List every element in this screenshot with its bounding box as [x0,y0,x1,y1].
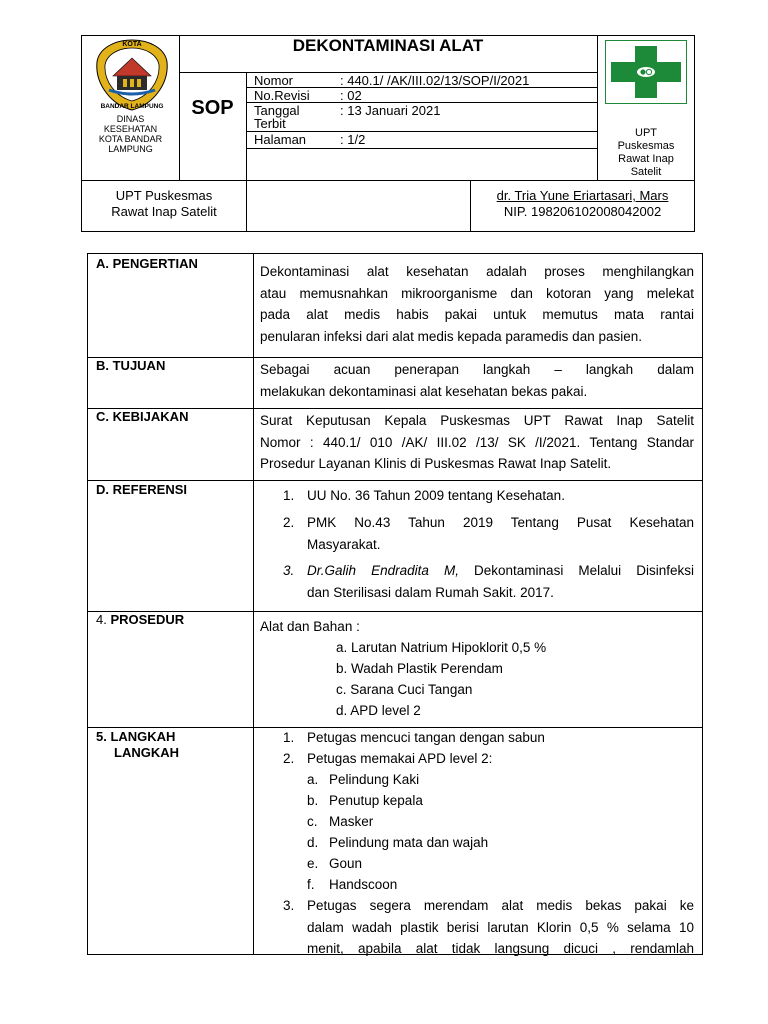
list-item [307,512,694,555]
text-line: melakukan dekontaminasi alat kesehatan bekas pakai. [260,383,588,399]
puskesmas-caption [598,127,694,179]
field-value-halaman: : 1/2 [340,132,366,147]
list-number: 2. [283,515,295,530]
section-label-referensi: D. REFERENSI [96,482,188,497]
caption-line: KOTA BANDAR [98,134,163,144]
list-item: UU No. 36 Tahun 2009 tentang Kesehatan. [307,488,565,503]
field-value-nomor: : 440.1/ /AK/III.02/13/SOP/I/2021 [340,73,530,88]
prosedur-intro: Alat dan Bahan : [260,619,360,634]
step-number: 2. [283,751,295,766]
caption-line: LAMPUNG [108,144,153,154]
text-line: penularan infeksi dari alat medis kepada paramedis dan pasien. [260,328,642,344]
section-label-pengertian: A. PENGERTIAN [96,256,198,271]
list-item: b. Wadah Plastik Perendam [336,661,503,676]
text-line: dan Sterilisasi dalam Rumah Sakit. 2017. [307,584,554,600]
puskesmas-logo [605,40,687,104]
label-line: 5. LANGKAH [96,729,176,744]
text-line [307,560,694,582]
apd-item: Penutup kepala [329,793,423,808]
section-title: PROSEDUR [110,612,185,627]
document-title: DEKONTAMINASI ALAT [292,36,484,55]
section-text-tujuan [260,359,694,402]
field-value-tanggal: : 13 Januari 2021 [340,103,441,118]
list-item [307,560,694,603]
step-text [307,895,694,960]
section-number: 4. [96,612,107,627]
text-line: atau memusnahkan mikroorganisme dan kotoran yang melekat [260,285,694,301]
logo-caption [82,114,179,154]
text-line: menit, apabila alat tidak langsung dicuci , rendamlah [307,941,694,956]
label-line: LANGKAH [114,745,179,760]
signatory-nip: NIP. 198206102008042002 [503,204,662,219]
field-label-revisi: No.Revisi [254,88,310,103]
field-label-terbit: Terbit [254,116,286,131]
apd-key: f. [307,877,315,892]
text-line: Prosedur Layanan Klinis di Puskesmas Rawat Inap Satelit. [260,456,612,471]
organization-name [82,188,246,220]
caption-line: Puskesmas [617,140,675,152]
apd-key: a. [307,772,319,787]
text-line: Nomor : 440.1/ 010 /AK/ III.02 /13/ SK /I/2021. Tentang Standar [260,434,694,450]
caption-line: KESEHATAN [103,124,158,134]
text-line: Masyarakat. [307,536,381,552]
section-label-prosedur [96,612,184,628]
step-number: 3. [283,898,295,913]
apd-key: e. [307,856,319,871]
org-line: Rawat Inap Satelit [111,204,217,219]
apd-key: d. [307,835,319,850]
text-fragment: Dekontaminasi Melalui Disinfeksi [458,563,694,578]
section-text-pengertian [260,261,694,347]
apd-item: Masker [329,814,374,829]
apd-item: Goun [329,856,363,871]
text-line: Dekontaminasi alat kesehatan adalah proses menghilangkan [260,264,694,279]
section-label-tujuan: B. TUJUAN [96,358,166,373]
step-number: 1. [283,730,295,745]
sop-label: SOP [191,97,234,119]
text-line: PMK No.43 Tahun 2019 Tentang Pusat Kesehatan [307,515,694,530]
apd-item: Handscoon [329,877,398,892]
field-label-tanggal: Tanggal [254,103,300,118]
caption-line: DINAS [116,114,145,124]
author-italic: Dr.Galih Endradita M, [307,563,459,578]
list-number: 3. [283,563,295,578]
caption-line: Rawat Inap [618,153,674,165]
text-line: Sebagai acuan penerapan langkah – langkah dalam [260,362,694,377]
text-line: pada alat medis habis pakai untuk memutus mata rantai [260,307,694,322]
apd-item: Pelindung mata dan wajah [329,835,489,850]
org-line: UPT Puskesmas [115,188,213,203]
apd-key: c. [307,814,318,829]
section-label-kebijakan: C. KEBIJAKAN [96,409,189,424]
list-item: c. Sarana Cuci Tangan [336,682,473,697]
logo-ring-bottom-text: BANDAR LAMPUNG [100,103,164,110]
kota-bandar-lampung-logo [93,38,171,112]
section-label-langkah [96,729,179,761]
caption-line: UPT [635,127,657,139]
field-value-revisi: : 02 [340,88,362,103]
signatory-name: dr. Tria Yune Eriartasari, Mars [496,188,669,203]
apd-item: Pelindung Kaki [329,772,420,787]
field-label-nomor: Nomor [254,73,294,88]
apd-key: b. [307,793,319,808]
step-text: Petugas memakai APD level 2: [307,751,493,766]
text-line: Surat Keputusan Kepala Puskesmas UPT Rawat Inap Satelit [260,413,694,428]
logo-ring-top-text: KOTA [122,41,142,48]
text-line: dalam wadah plastik berisi larutan Klorin 0,5 % selama 10 [307,919,694,935]
signatory [471,188,694,220]
text-line: Petugas segera merendam alat medis bekas pakai ke [307,898,694,913]
caption-line: Satelit [630,166,662,178]
field-label-halaman: Halaman [254,132,307,147]
section-text-kebijakan [260,410,694,475]
list-number: 1. [283,488,295,503]
list-item: a. Larutan Natrium Hipoklorit 0,5 % [336,640,547,655]
step-text: Petugas mencuci tangan dengan sabun [307,730,545,745]
list-item: d. APD level 2 [336,703,421,718]
